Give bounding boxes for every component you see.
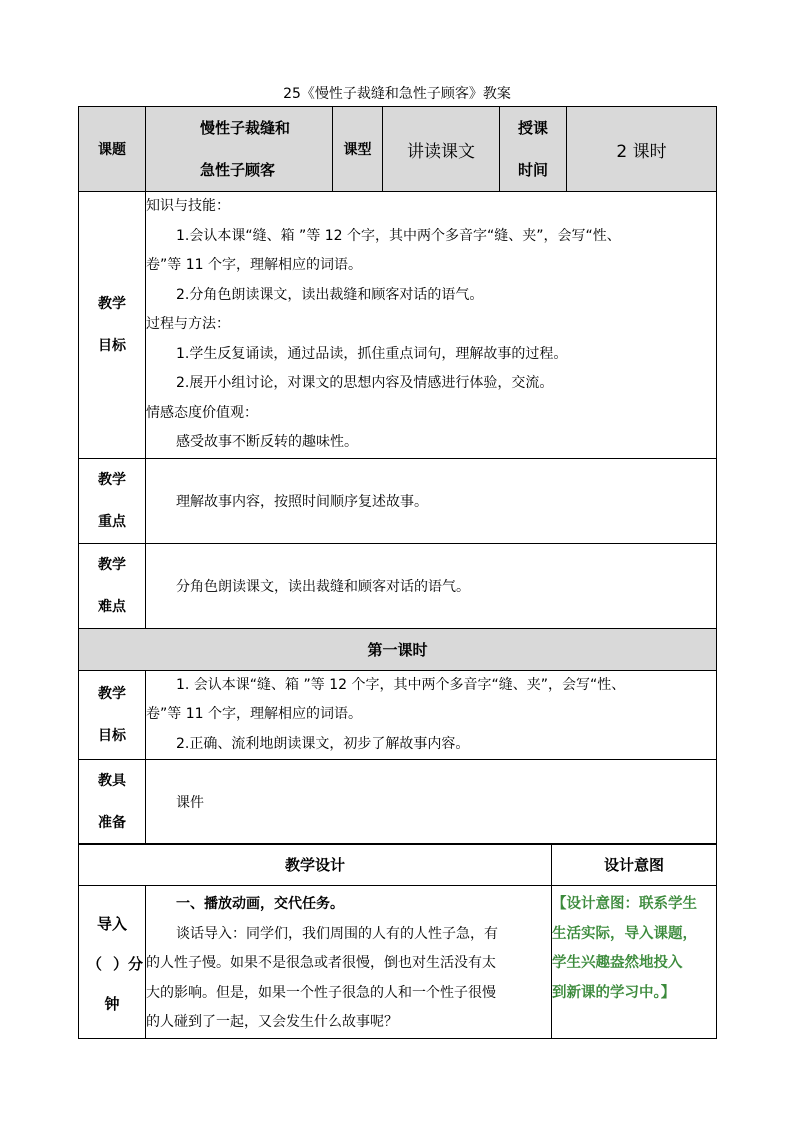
- key-points-text: 理解故事内容，按照时间顺序复述故事。: [146, 458, 717, 543]
- first-goals-line-0: 1. 会认本课“缝、箱 ”等 12 个字，其中两个多音字“缝、夹”，会写“性、: [176, 676, 626, 693]
- intent-line-0: 【设计意图：联系学生: [552, 896, 698, 912]
- intent-col-header: 设计意图: [552, 844, 717, 886]
- topic-label: 课题: [79, 107, 146, 192]
- goals-line-3: 2.分角色朗读课文，读出裁缝和顾客对话的语气。: [176, 286, 484, 303]
- design-header-row: [79, 844, 717, 886]
- goals-content: [146, 192, 717, 459]
- time-label-line-1: 授课: [517, 119, 548, 137]
- goals-row: [79, 192, 717, 459]
- lesson-plan-table: [78, 106, 717, 845]
- tools-row: [79, 760, 717, 845]
- intro-content: [146, 886, 552, 1039]
- intro-intent: [552, 886, 717, 1039]
- time-value: 2 课时: [567, 107, 717, 192]
- intro-label-line-1: 导入: [96, 915, 127, 933]
- goals-line-7: 情感态度价值观：: [146, 404, 258, 421]
- type-value: 讲读课文: [383, 107, 500, 192]
- tools-label: 教具 准备: [79, 760, 146, 845]
- intro-line-0: 谈话导入：同学们，我们周围的人有的人性子急，有: [176, 925, 498, 942]
- intro-heading: 一、播放动画，交代任务。: [176, 896, 344, 912]
- header-row: [79, 107, 717, 192]
- goals-line-6: 2.展开小组讨论，对课文的思想内容及情感进行体验，交流。: [176, 375, 554, 391]
- tools-text: 课件: [146, 760, 717, 845]
- intent-line-2: 学生兴趣盎然地投入: [552, 955, 683, 971]
- topic-value: [146, 107, 333, 192]
- first-lesson-goals-label: 教学 目标: [79, 670, 146, 760]
- first-goals-line-1: 卷”等 11 个字，理解相应的词语。: [146, 706, 362, 722]
- goals-line-0: 知识与技能：: [146, 198, 230, 214]
- goals-line-4: 过程与方法：: [146, 316, 230, 332]
- goals-line-2: 卷”等 11 个字，理解相应的词语。: [146, 257, 362, 273]
- first-lesson-heading: 第一课时: [79, 628, 717, 670]
- intro-label: [79, 886, 146, 1039]
- key-points-label: 教学 重点: [79, 458, 146, 543]
- goals-line-8: 感受故事不断反转的趣味性。: [176, 434, 358, 450]
- key-points-row: [79, 458, 717, 543]
- first-goals-line-2: 2.正确、流利地朗读课文，初步了解故事内容。: [176, 735, 470, 752]
- intro-label-line-2: （ ）分: [87, 955, 143, 973]
- time-label: [500, 107, 567, 192]
- intent-line-1: 生活实际，导入课题，: [552, 925, 698, 942]
- topic-line-2: 急性子顾客: [200, 161, 276, 179]
- intro-row: [79, 886, 717, 1039]
- goals-line-1: 1.会认本课“缝、箱 ”等 12 个字，其中两个多音字“缝、夹”，会写“性、: [176, 227, 621, 244]
- first-lesson-goals-content: [146, 670, 717, 760]
- time-label-line-2: 时间: [517, 161, 548, 179]
- intent-line-3: 到新课的学习中。】: [552, 984, 676, 1001]
- topic-line-1: 慢性子裁缝和: [200, 119, 291, 137]
- difficulties-text: 分角色朗读课文，读出裁缝和顾客对话的语气。: [146, 543, 717, 628]
- intro-label-line-3: 钟: [104, 995, 120, 1013]
- intro-line-1: 的人性子慢。如果不是很急或者很慢，倒也对生活没有太: [146, 955, 496, 971]
- design-col-header: 教学设计: [79, 844, 552, 886]
- first-lesson-heading-row: [79, 628, 717, 670]
- document-title: 25《慢性子裁缝和急性子顾客》教案: [283, 86, 511, 102]
- design-table: [78, 843, 717, 1039]
- first-lesson-goals-row: [79, 670, 717, 760]
- goals-line-5: 1.学生反复诵读，通过品读，抓住重点词句，理解故事的过程。: [176, 345, 568, 362]
- difficulties-label: 教学 难点: [79, 543, 146, 628]
- intro-line-2: 大的影响。但是，如果一个性子很急的人和一个性子很慢: [146, 984, 496, 1001]
- intro-line-3: 的人碰到了一起，又会发生什么故事呢？: [146, 1014, 398, 1030]
- goals-label: 教学 目标: [79, 192, 146, 459]
- difficulties-row: [79, 543, 717, 628]
- type-label: 课型: [333, 107, 383, 192]
